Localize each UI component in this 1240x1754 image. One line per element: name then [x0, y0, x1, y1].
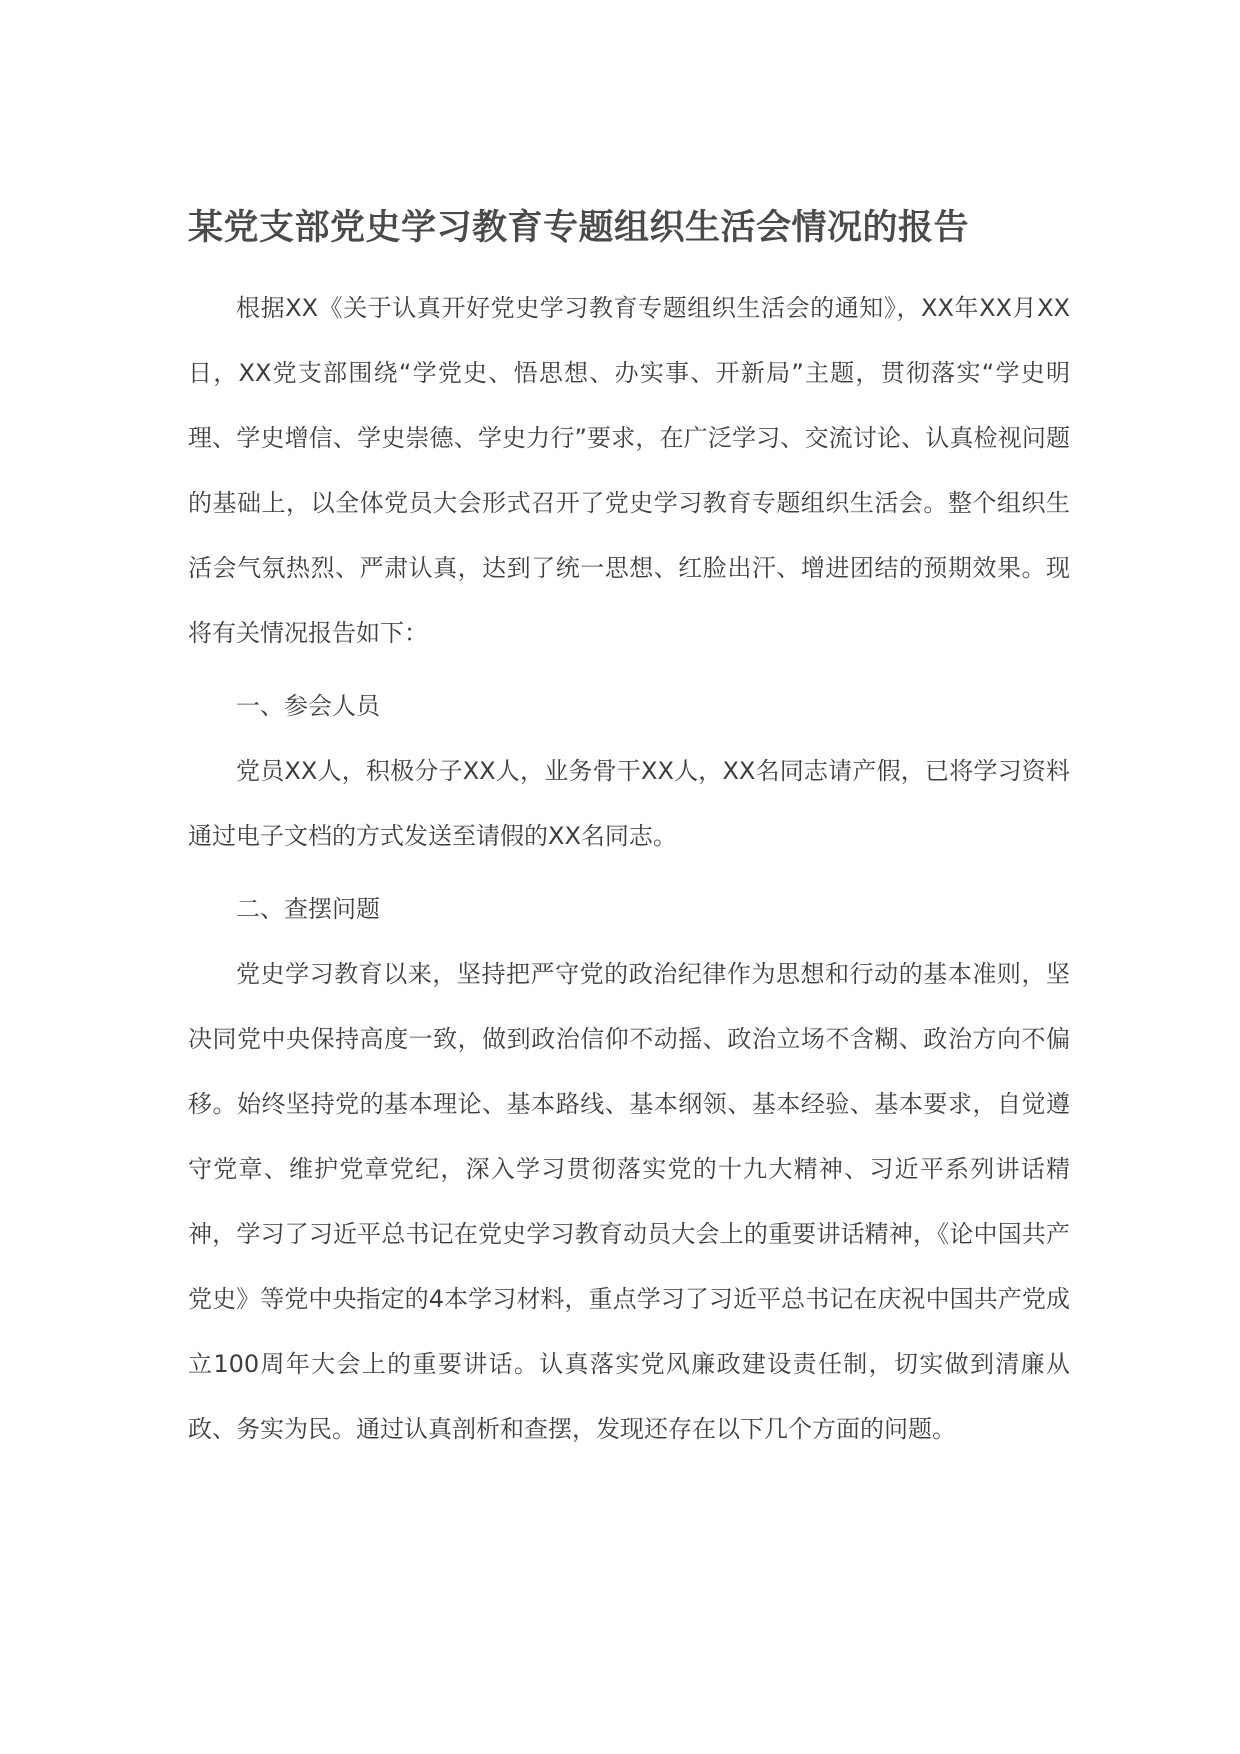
- document-body: [188, 276, 1070, 1462]
- attendees-paragraph: 党员XX人，积极分子XX人，业务骨干XX人，XX名同志请产假，已将学习资料通过电子文档的方式发送至请假的XX名同志。: [188, 757, 1070, 850]
- section-heading-problems: 二、查摆问题: [236, 895, 380, 923]
- intro-paragraph: 根据XX《关于认真开好党史学习教育专题组织生活会的通知》，XX年XX月XX日，XX党支部围绕“学党史、悟思想、办实事、开新局”主题，贯彻落实“学史明理、学史增信、学史崇德、学史力行”要求，在广泛学习、交流讨论、认真检视问题的基础上，以全体党员大会形式召开了党史学习教育专题组织生活会。整个组织生活会气氛热烈、严肃认真，达到了统一思想、红脸出汗、增进团结的预期效果。现将有关情况报告如下：: [188, 294, 1070, 647]
- document-page: [188, 0, 1070, 1754]
- problems-paragraph: 党史学习教育以来，坚持把严守党的政治纪律作为思想和行动的基本准则，坚决同党中央保持高度一致，做到政治信仰不动摇、政治立场不含糊、政治方向不偏移。始终坚持党的基本理论、基本路线、基本纲领、基本经验、基本要求，自觉遵守党章、维护党章党纪，深入学习贯彻落实党的十九大精神、习近平系列讲话精神，学习了习近平总书记在党史学习教育动员大会上的重要讲话精神，《论中国共产党史》等党中央指定的4本学习材料，重点学习了习近平总书记在庆祝中国共产党成立100周年大会上的重要讲话。认真落实党风廉政建设责任制，切实做到清廉从政、务实为民。通过认真剖析和查摆，发现还存在以下几个方面的问题。: [188, 960, 1070, 1443]
- section-heading-attendees: 一、参会人员: [236, 692, 380, 720]
- document-title: 某党支部党史学习教育专题组织生活会情况的报告: [188, 207, 970, 248]
